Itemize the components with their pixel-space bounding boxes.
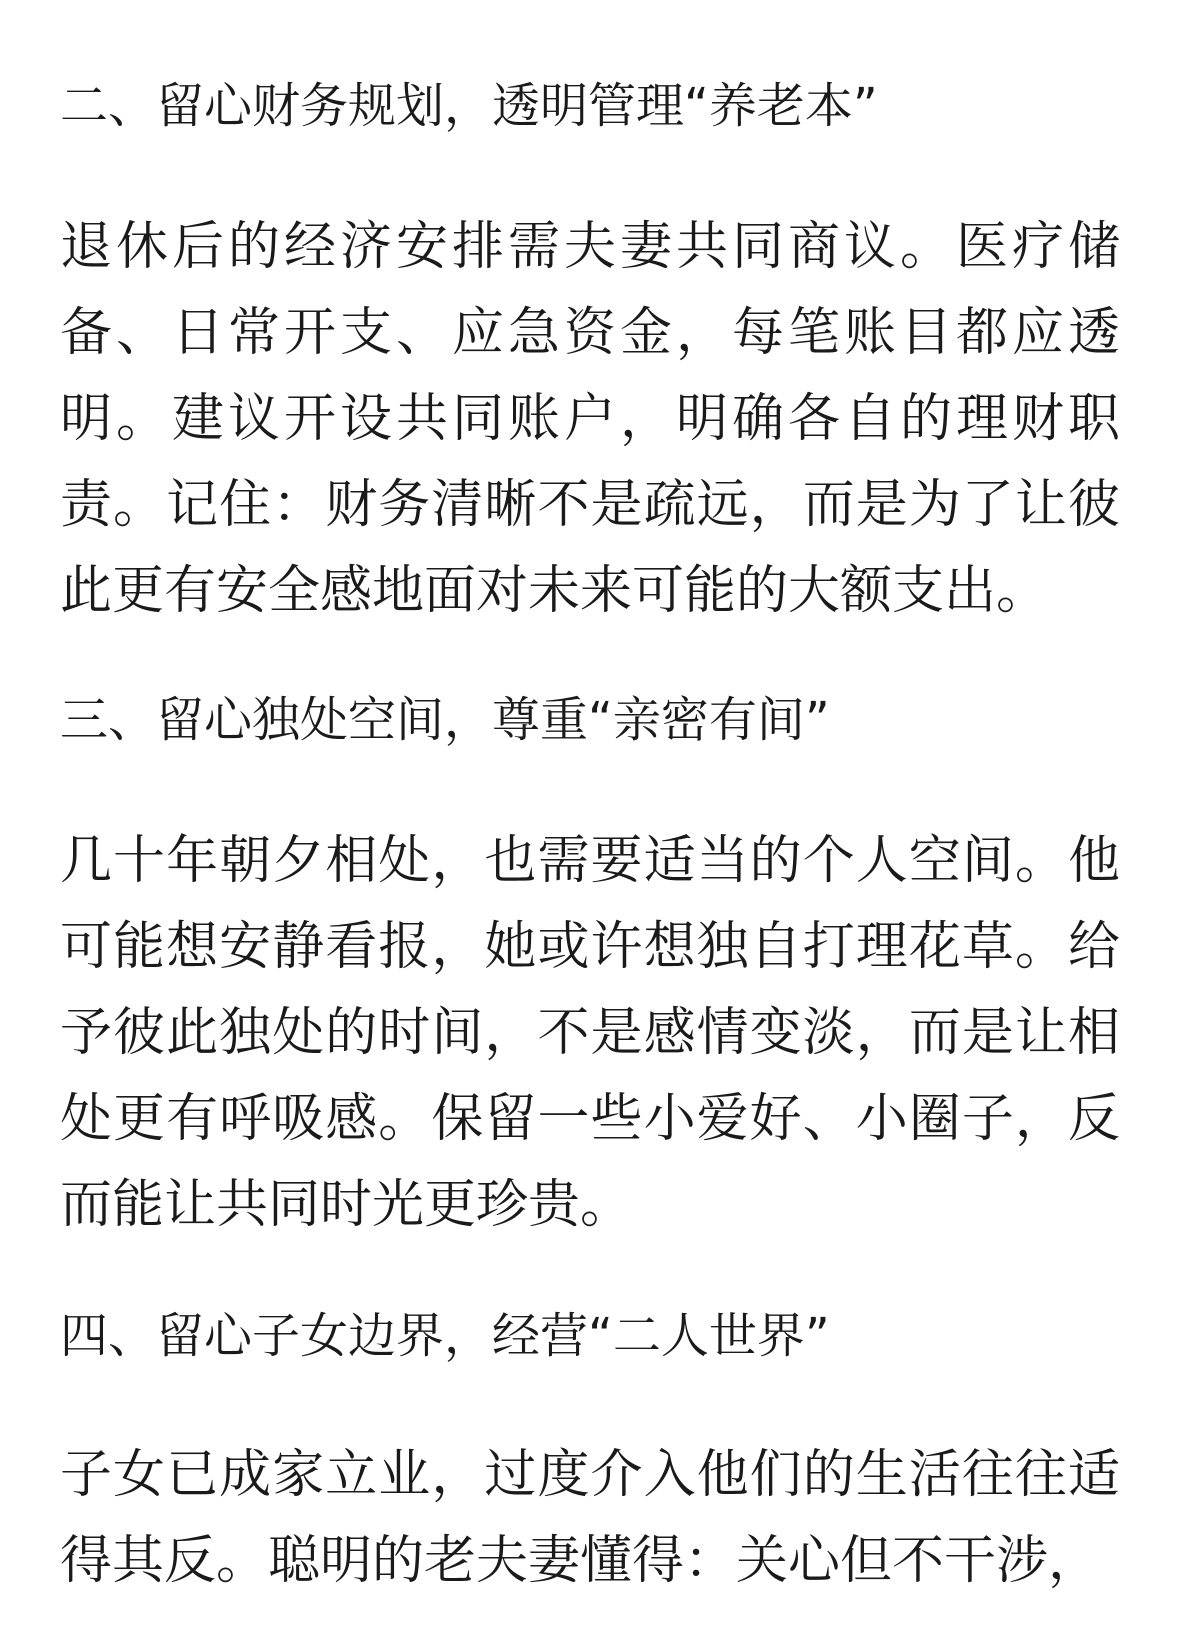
section-paragraph-finance: 退休后的经济安排需夫妻共同商议。医疗储备、日常开支、应急资金，每笔账目都应透明。建议开设共同账户，明确各自的理财职责。记住：财务清晰不是疏远，而是为了让彼此更有安全感地面对未来可能的大额支出。: [60, 217, 1120, 621]
section-heading-finance: 二、留心财务规划，透明管理“养老本”: [60, 78, 878, 134]
section-paragraph-personal-space: 几十年朝夕相处，也需要适当的个人空间。他可能想安静看报，她或许想独自打理花草。给予彼此独处的时间，不是感情变淡，而是让相处更有呼吸感。保留一些小爱好、小圈子，反而能让共同时光更珍贵。: [60, 831, 1120, 1235]
section-heading-children-boundaries: 四、留心子女边界，经营“二人世界”: [60, 1308, 830, 1364]
section-heading-personal-space: 三、留心独处空间，尊重“亲密有间”: [60, 692, 830, 748]
section-paragraph-children-boundaries: 子女已成家立业，过度介入他们的生活往往适得其反。聪明的老夫妻懂得：关心但不干涉，: [60, 1445, 1120, 1591]
